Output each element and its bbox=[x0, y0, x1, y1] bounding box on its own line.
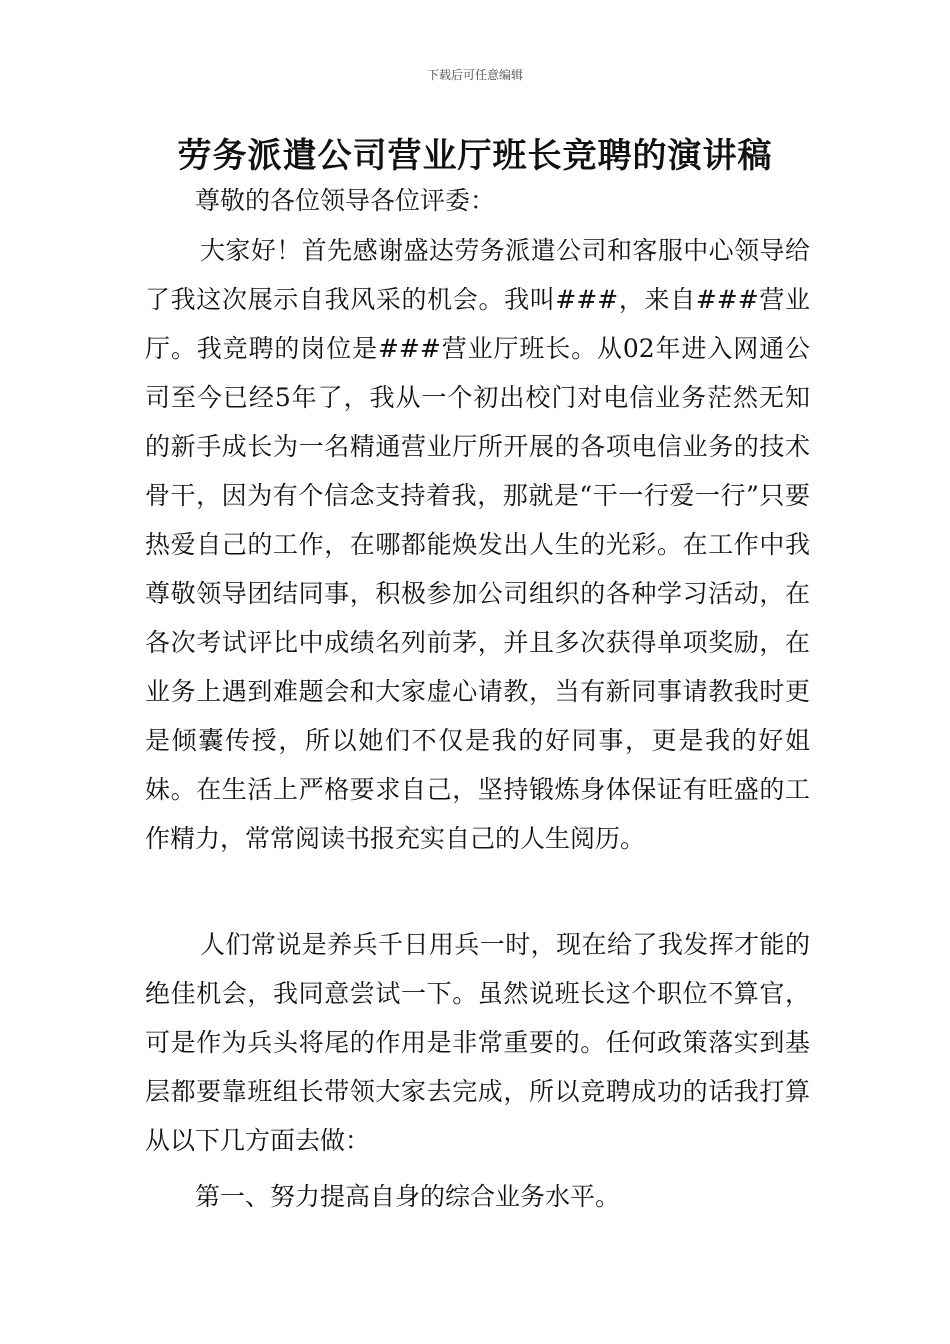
body-paragraph-2: 人们常说是养兵千日用兵一时，现在给了我发挥才能的绝佳机会，我同意尝试一下。虽然说班长这个职位不算官，可是作为兵头将尾的作用是非常重要的。任何政策落实到基层都要靠班组长带领大家去完成，所以竞聘成功的话我打算从以下几方面去做： bbox=[145, 930, 810, 1155]
section-heading-1: 第一、努力提高自身的综合业务水平。 bbox=[195, 1182, 621, 1211]
document-title: 劳务派遣公司营业厅班长竞聘的演讲稿 bbox=[177, 136, 773, 176]
header-note: 下载后可任意编辑 bbox=[426, 68, 523, 82]
body-paragraph-1: 大家好！首先感谢盛达劳务派遣公司和客服中心领导给了我这次展示自我风采的机会。我叫###，来自###营业厅。我竞聘的岗位是###营业厅班长。从02年进入网通公司至今已经5年了，我从一个初出校门对电信业务茫然无知的新手成长为一名精通营业厅所开展的各项电信业务的技术骨干，因为有个信念支持着我，那就是“干一行爱一行”只要热爱自己的工作，在哪都能焕发出人生的光彩。在工作中我尊敬领导团结同事，积极参加公司组织的各种学习活动，在各次考试评比中成绩名列前茅，并且多次获得单项奖励，在业务上遇到难题会和大家虚心请教，当有新同事请教我时更是倾囊传授，所以她们不仅是我的好同事，更是我的好姐妹。在生活上严格要求自己，坚持锻炼身体保证有旺盛的工作精力，常常阅读书报充实自己的人生阅历。 bbox=[145, 236, 810, 853]
salutation: 尊敬的各位领导各位评委： bbox=[195, 186, 496, 215]
